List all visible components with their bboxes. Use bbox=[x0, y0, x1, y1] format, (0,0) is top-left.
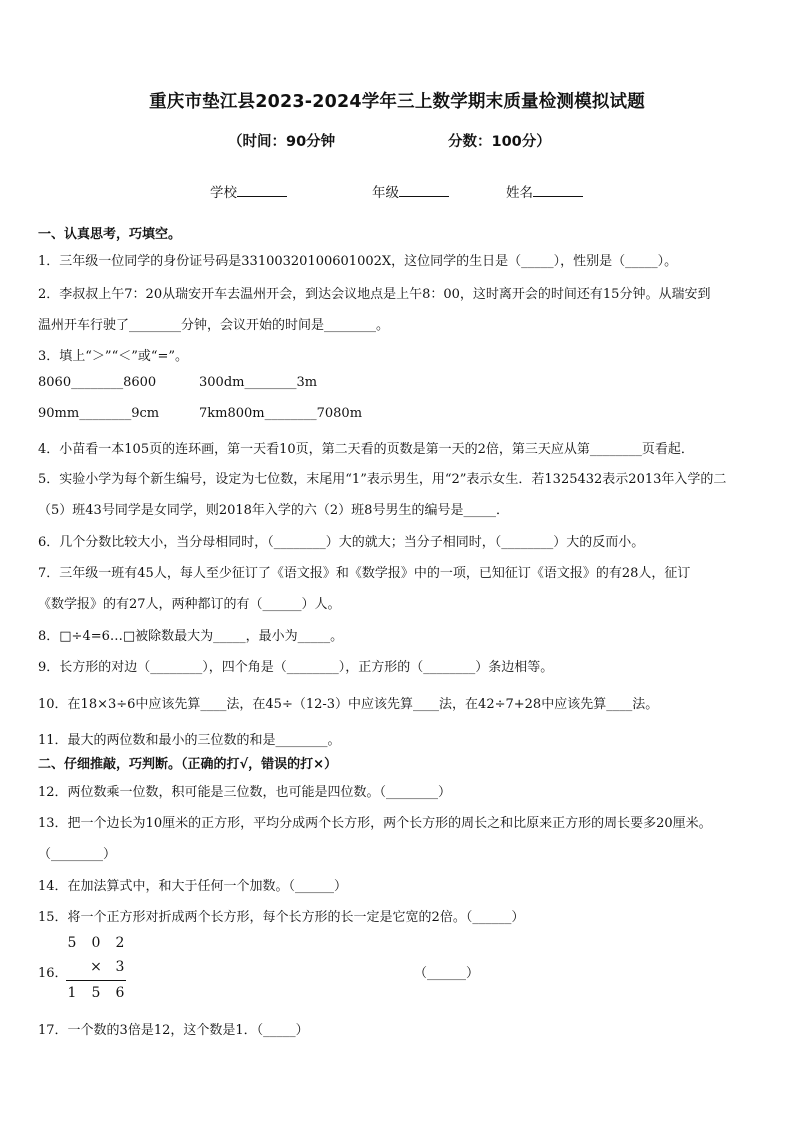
question-7-line1: 7．三年级一班有45人，每人至少征订了《语文报》和《数学报》中的一项，已知征订《语文报》的有28人，征订 bbox=[38, 566, 691, 581]
name-label: 姓名 bbox=[506, 185, 533, 201]
q16-multiplicand bbox=[60, 935, 132, 951]
compare-item-1: 8060________8600 bbox=[38, 375, 157, 390]
school-field bbox=[210, 181, 287, 201]
question-5-line1: 5．实验小学为每个新生编号，设定为七位数，末尾用“1”表示男生，用“2”表示女生．若1325432表示2013年入学的二 bbox=[38, 472, 727, 487]
q16-multiplier-row bbox=[84, 959, 132, 975]
score-label: 分数：100分） bbox=[448, 134, 551, 150]
compare-item-4: 7km800m________7080m bbox=[199, 406, 363, 421]
question-3: 3．填上“＞”“＜”或“=”。 bbox=[38, 349, 189, 364]
question-7-line2: 《数学报》的有27人，两种都订的有（______）人。 bbox=[38, 597, 341, 612]
question-13-line1: 13．把一个边长为10厘米的正方形，平均分成两个长方形，两个长方形的周长之和比原来正方形的周长要多20厘米。 bbox=[38, 816, 712, 831]
q16-product bbox=[60, 985, 132, 1001]
question-4: 4．小苗看一本105页的连环画，第一天看10页，第二天看的页数是第一天的2倍，第三天应从第________页看起． bbox=[38, 442, 694, 457]
name-field bbox=[506, 181, 583, 201]
question-14: 14．在加法算式中，和大于任何一个加数。（______） bbox=[38, 879, 348, 894]
question-10: 10．在18×3÷6中应该先算____法，在45÷（12-3）中应该先算____法，在42÷7+28中应该先算____法。 bbox=[38, 697, 659, 712]
time-label: （时间：90分钟 bbox=[228, 134, 336, 150]
grade-blank[interactable] bbox=[399, 184, 449, 197]
question-17: 17．一个数的3倍是12，这个数是1．（_____） bbox=[38, 1023, 309, 1038]
compare-item-2: 300dm________3m bbox=[199, 375, 318, 390]
question-16-answer: （______） bbox=[414, 966, 480, 981]
digit: 5 bbox=[91, 985, 101, 1001]
question-13-line2: （________） bbox=[38, 847, 117, 862]
digit: 3 bbox=[115, 959, 125, 975]
question-9: 9．长方形的对边（________），四个角是（________），正方形的（________）条边相等。 bbox=[38, 660, 554, 675]
question-1: 1．三年级一位同学的身份证号码是33100320100601002X，这位同学的生日是（_____），性别是（_____）。 bbox=[38, 254, 678, 269]
question-16-number: 16． bbox=[38, 966, 68, 981]
digit: 6 bbox=[115, 985, 125, 1001]
times-sign: × bbox=[90, 959, 102, 975]
grade-label: 年级 bbox=[372, 185, 399, 201]
school-blank[interactable] bbox=[237, 184, 287, 197]
question-11: 11．最大的两位数和最小的三位数的和是________。 bbox=[38, 733, 341, 748]
grade-field bbox=[372, 181, 449, 201]
question-5-line2: （5）班43号同学是女同学，则2018年入学的六（2）班8号男生的编号是_____． bbox=[38, 503, 509, 518]
question-15: 15．将一个正方形对折成两个长方形，每个长方形的长一定是它宽的2倍。（______） bbox=[38, 910, 525, 925]
digit: 1 bbox=[67, 985, 77, 1001]
question-2-line1: 2．李叔叔上午7：20从瑞安开车去温州开会，到达会议地点是上午8：00，这时离开会的时间还有15分钟。从瑞安到 bbox=[38, 287, 711, 302]
digit: 0 bbox=[91, 935, 101, 951]
digit: 5 bbox=[67, 935, 77, 951]
q16-result-line bbox=[66, 980, 126, 981]
compare-item-3: 90mm________9cm bbox=[38, 406, 160, 421]
question-2-line2: 温州开车行驶了________分钟，会议开始的时间是________。 bbox=[38, 318, 390, 333]
question-6: 6．几个分数比较大小，当分母相同时，（________）大的就大；当分子相同时，（________）大的反而小。 bbox=[38, 535, 645, 550]
page-title: 重庆市垫江县2023-2024学年三上数学期末质量检测模拟试题 bbox=[149, 92, 645, 112]
digit: 2 bbox=[115, 935, 125, 951]
school-label: 学校 bbox=[210, 185, 237, 201]
question-8: 8．□÷4=6…□被除数最大为_____，最小为_____。 bbox=[38, 629, 344, 644]
section-1-heading: 一、认真思考，巧填空。 bbox=[38, 227, 182, 242]
name-blank[interactable] bbox=[533, 184, 583, 197]
section-2-heading: 二、仔细推敲，巧判断。（正确的打√，错误的打×） bbox=[38, 757, 338, 772]
question-12: 12．两位数乘一位数，积可能是三位数，也可能是四位数。（________） bbox=[38, 785, 452, 800]
